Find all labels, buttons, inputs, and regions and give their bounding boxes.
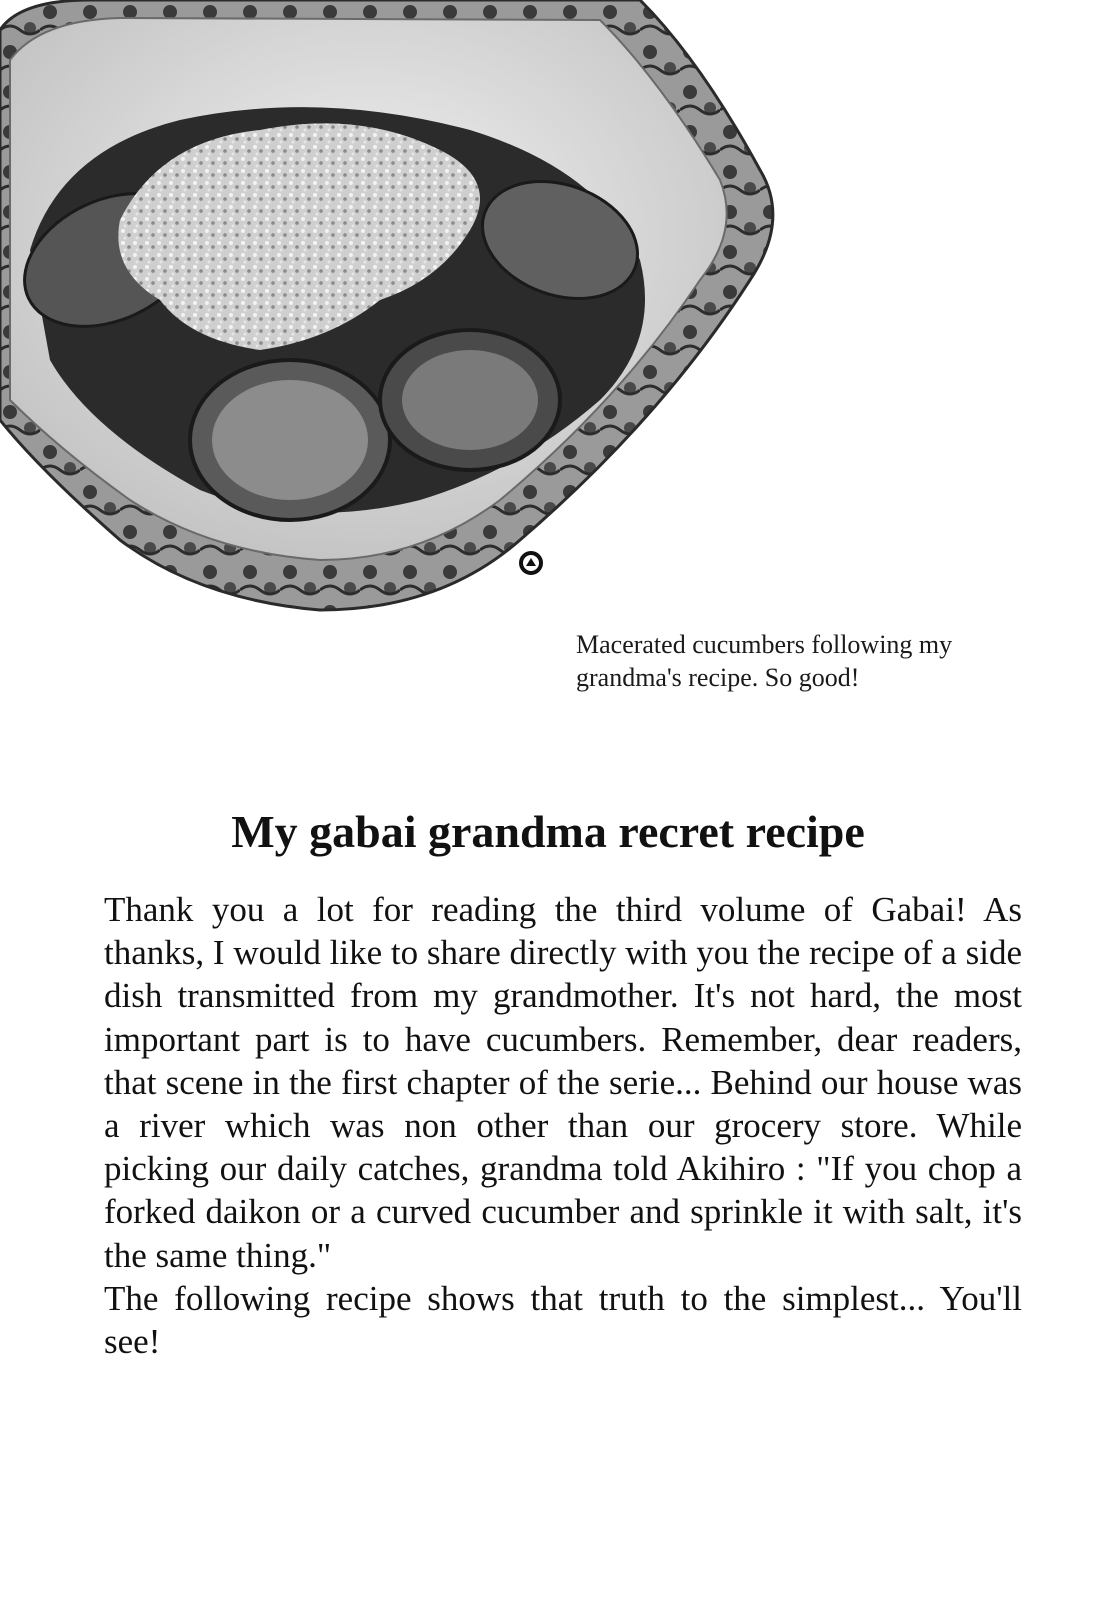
article-paragraph-2: The following recipe shows that truth to the simplest... You'll see! bbox=[104, 1278, 1022, 1362]
caption-line-2: grandma's recipe. So good! bbox=[576, 663, 860, 692]
article-title: My gabai grandma recret recipe bbox=[231, 806, 865, 857]
caption-line-1: Macerated cucumbers following my bbox=[576, 630, 953, 659]
cucumber-bowl-photo bbox=[0, 0, 800, 630]
photo-caption bbox=[576, 628, 1016, 694]
article-paragraph-1: Thank you a lot for reading the third volume of Gabai! As thanks, I would like to share directly with you the recipe of a side dish transmitted from my grandmother. It's not hard, the most important part is to have cucumbers. Remember, dear readers, that scene in the first chapter of the serie... Behind our house was a river which was non other than our grocery store. While picking our daily catches, grandma told Akihiro : "If you chop a forked daikon or a curved cucumber and sprinkle it with salt, it's the same thing." bbox=[104, 890, 1022, 1275]
article-body bbox=[104, 888, 1022, 1363]
